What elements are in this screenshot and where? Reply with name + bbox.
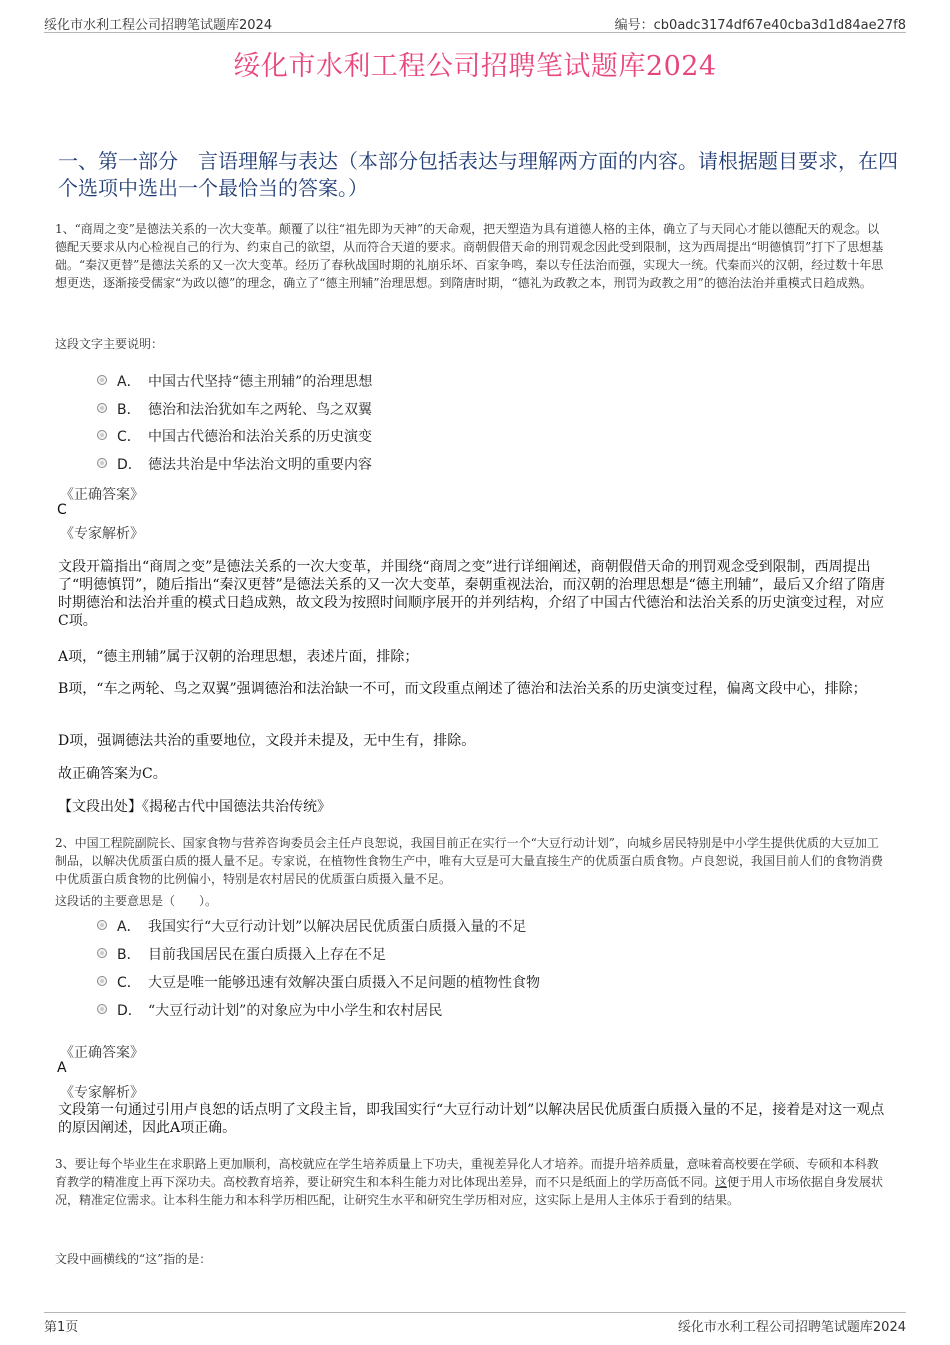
option-letter: A．	[117, 374, 141, 390]
q2-analysis-label: 《专家解析》	[60, 1085, 144, 1101]
page-header	[44, 10, 906, 33]
q1-prompt: 这段文字主要说明：	[55, 337, 164, 351]
page-footer	[44, 1312, 906, 1335]
q1-analysis-a: A项，“德主刑辅”属于汉朝的治理思想，表述片面，排除；	[58, 649, 419, 665]
page-title: 绥化市水利工程公司招聘笔试题库2024	[233, 51, 717, 82]
q1-analysis-d: D项，强调德法共治的重要地位，文段并未提及，无中生有，排除。	[58, 733, 476, 749]
option-letter: D．	[117, 1003, 142, 1019]
radio-icon[interactable]	[97, 976, 107, 986]
q3-passage	[55, 1155, 890, 1209]
option-letter: B．	[117, 402, 141, 418]
radio-icon[interactable]	[97, 375, 107, 385]
option-letter: D．	[117, 457, 142, 473]
option-text: 目前我国居民在蛋白质摄入上存在不足	[148, 947, 386, 963]
section-heading: 一、第一部分 言语理解与表达（本部分包括表达与理解两方面的内容。请根据题目要求，在四个选项中选出一个最恰当的答案。）	[58, 149, 898, 200]
q1-analysis-conclusion: 故正确答案为C。	[58, 766, 167, 782]
option-letter: A．	[117, 919, 141, 935]
q3-passage-part2: 便于用人市场依据自身发展状况，精准定位需求。让本科生能力和本科学历相匹配，让研究生水平和研究生学历相对应，这实际上是用人主体乐于看到的结果。	[55, 1175, 884, 1207]
q1-analysis-b: B项，“车之两轮、鸟之双翼”强调德治和法治缺一不可，而文段重点阐述了德治和法治关系的历史演变过程，偏离文段中心，排除；	[58, 681, 867, 697]
header-doc-id: 编号：cb0adc3174df67e40cba3d1d84ae27f8	[614, 18, 906, 33]
radio-icon[interactable]	[97, 1004, 107, 1014]
q2-answer: A	[57, 1060, 67, 1076]
option-letter: C．	[117, 975, 141, 991]
radio-icon[interactable]	[97, 920, 107, 930]
option-text: 我国实行“大豆行动计划”以解决居民优质蛋白质摄入量的不足	[148, 919, 527, 935]
q2-analysis: 文段第一句通过引用卢良恕的话点明了文段主旨，即我国实行“大豆行动计划”以解决居民优质蛋白质摄入量的不足，接着是对这一观点的原因阐述，因此A项正确。	[58, 1102, 885, 1136]
q3-passage-part1: 3、要让每个毕业生在求职路上更加顺利，高校就应在学生培养质量上下功夫，重视差异化人才培养。而提升培养质量，意味着高校要在学硕、专硕和本科教育教学的精准度上再下深功夫。高校教育培养，要让研究生和本科生能力对比体现出差异，而不只是纸面上的学历高低不同。	[55, 1157, 879, 1189]
option-text: “大豆行动计划”的对象应为中小学生和农村居民	[148, 1003, 443, 1019]
footer-doc-title: 绥化市水利工程公司招聘笔试题库2024	[677, 1320, 906, 1335]
option-letter: C．	[117, 429, 141, 445]
q1-source: 【文段出处】《揭秘古代中国德法共治传统》	[58, 799, 331, 815]
option-text: 德治和法治犹如车之两轮、鸟之双翼	[148, 402, 372, 418]
radio-icon[interactable]	[97, 430, 107, 440]
q2-prompt: 这段话的主要意思是（ ）。	[55, 894, 218, 908]
q1-analysis-label: 《专家解析》	[60, 526, 144, 542]
option-text: 中国古代德治和法治关系的历史演变	[148, 429, 372, 445]
q3-underlined-word: 这	[715, 1175, 728, 1189]
q3-prompt: 文段中画横线的“这”指的是：	[55, 1252, 212, 1266]
q2-answer-label: 《正确答案》	[60, 1045, 144, 1061]
option-letter: B．	[117, 947, 141, 963]
q2-passage: 2、中国工程院副院长、国家食物与营养咨询委员会主任卢良恕说，我国目前正在实行一个“大豆行动计划”，向城乡居民特别是中小学生提供优质的大豆加工制品，以解决优质蛋白质的摄人量不足。专家说，在植物性食物生产中，唯有大豆是可大量直接生产的优质蛋白质食物。卢良恕说，我国目前人们的食物消费中优质蛋白质食物的比例偏小，特别是农村居民的优质蛋白质摄入量不足。	[55, 836, 884, 886]
q1-analysis-summary: 文段开篇指出“商周之变”是德法关系的一次大变革，并围绕“商周之变”进行详细阐述，商朝假借天命的刑罚观念受到限制，西周提出了“明德慎罚”，随后指出“秦汉更替”是德法关系的又一次大变革，秦朝重视法治，而汉朝的治理思想是“德主刑辅”，最后又介绍了隋唐时期德治和法治并重的模式日趋成熟，故文段为按照时间顺序展开的并列结构，介绍了中国古代德治和法治关系的历史演变过程，对应C项。	[58, 559, 885, 629]
page-number: 第1页	[44, 1320, 79, 1335]
radio-icon[interactable]	[97, 458, 107, 468]
q1-answer: C	[57, 502, 67, 518]
option-text: 德法共治是中华法治文明的重要内容	[148, 457, 372, 473]
header-doc-title: 绥化市水利工程公司招聘笔试题库2024	[44, 18, 273, 33]
option-text: 大豆是唯一能够迅速有效解决蛋白质摄入不足问题的植物性食物	[148, 975, 540, 991]
q1-passage: 1、“商周之变”是德法关系的一次大变革。颠覆了以往“祖先即为天神”的天命观，把天塑造为具有道德人格的主体，确立了与天同心才能以德配天的观念。以德配天要求从内心检视自己的行为、约束自己的欲望，从而符合天道的要求。商朝假借天命的刑罚观念因此受到限制，这为西周提出“明德慎罚”打下了思想基础。“秦汉更替”是德法关系的又一次大变革。经历了春秋战国时期的礼崩乐坏、百家争鸣，秦以专任法治而强，实现大一统。代秦而兴的汉朝，经过数十年思想更迭，逐渐接受儒家“为政以德”的理念，确立了“德主刑辅”治理思想。到隋唐时期，“德礼为政教之本，刑罚为政教之用”的德治法治并重模式日趋成熟。	[55, 222, 884, 290]
radio-icon[interactable]	[97, 403, 107, 413]
q1-answer-label: 《正确答案》	[60, 487, 144, 503]
option-text: 中国古代坚持“德主刑辅”的治理思想	[148, 374, 373, 390]
radio-icon[interactable]	[97, 948, 107, 958]
